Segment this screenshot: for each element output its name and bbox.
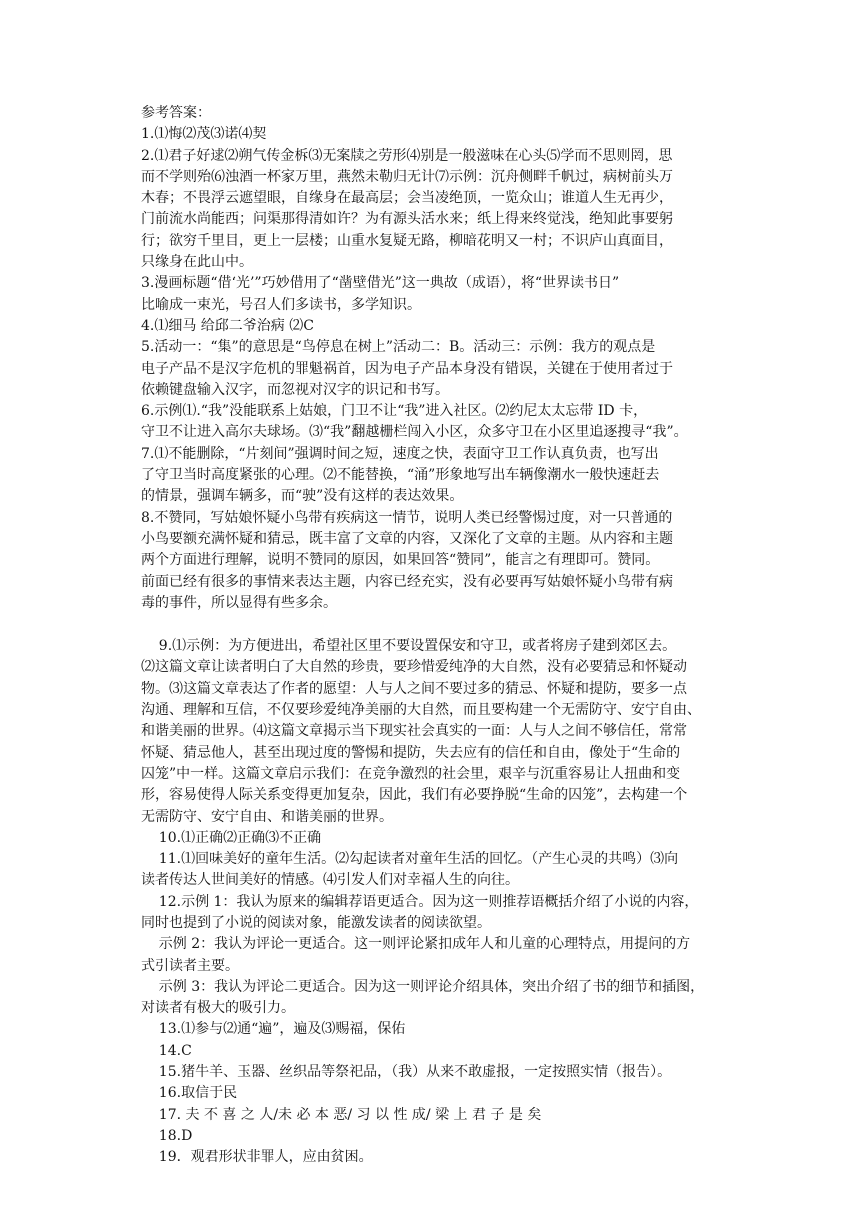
text-line: 比喻成一束光，号召人们多读书，多学知识。 — [141, 296, 421, 313]
text-line: 守卫不让进入高尔夫球场。⑶“我”翻越栅栏闯入小区，众多守卫在小区里追逐搜寻“我”。 — [141, 424, 688, 441]
text-line: 电子产品不是汉字危机的罪魁祸首，因为电子产品本身没有错误，关键在于使用者过于 — [141, 360, 673, 377]
text-line: 示例 3：我认为评论二更适合。因为这一则评论介绍具体，突出介绍了书的细节和插图， — [141, 978, 705, 995]
text-line: 依赖键盘输入汉字，而忽视对汉字的识记和书写。 — [141, 381, 449, 398]
text-line: 无需防守、安宁自由、和谐美丽的世界。 — [141, 808, 393, 825]
text-line: 前面已经有很多的事情来表达主题，内容已经充实，没有必要再写姑娘怀疑小鸟带有病 — [141, 573, 673, 590]
text-line: 行；欲穷千里目，更上一层楼；山重水复疑无路，柳暗花明又一村；不识庐山真面目， — [141, 232, 673, 249]
text-line: 1.⑴悔⑵茂⑶诺⑷契 — [141, 126, 267, 143]
text-line: 14.C — [141, 1042, 192, 1059]
text-line: 怀疑、猜忌他人，甚至出现过度的警惕和提防，失去应有的信任和自由，像处于“生命的 — [141, 744, 681, 761]
text-line: 物。⑶这篇文章表达了作者的愿望：人与人之间不要过多的猜忌、怀疑和提防，要多一点 — [141, 680, 687, 697]
text-line: 形，容易使得人际关系变得更加复杂，因此，我们有必要挣脱“生命的囚笼”，去构建一个 — [141, 787, 688, 804]
text-line: 同时也提到了小说的阅读对象，能激发读者的阅读欲望。 — [141, 914, 491, 931]
text-line: 了守卫当时高度紧张的心理。⑵不能替换，“涌”形象地写出车辆像潮水一般快速赶去 — [141, 467, 660, 484]
text-line: 16.取信于民 — [141, 1085, 238, 1102]
text-line: 15.猪牛羊、玉器、丝织品等祭祀品，（我）从来不敢虚报，一定按照实情（报告）。 — [141, 1064, 672, 1081]
text-line: 19．观君形状非罪人，应由贫困。 — [141, 1149, 373, 1166]
text-line: 只缘身在此山中。 — [141, 254, 253, 271]
text-line: 对读者有极大的吸引力。 — [141, 1000, 295, 1017]
answer-key-heading: 参考答案： — [141, 105, 211, 121]
text-line: 而不学则殆⑹浊酒一杯家万里，燕然未勒归无计⑺示例：沉舟侧畔千帆过，病树前头万 — [141, 168, 673, 185]
text-line: 和谐美丽的世界。⑷这篇文章揭示当下现实社会真实的一面：人与人之间不够信任，常常 — [141, 723, 687, 740]
text-line: 11.⑴回味美好的童年生活。⑵勾起读者对童年生活的回忆。（产生心灵的共鸣）⑶向 — [141, 851, 679, 868]
text-line: 囚笼”中一样。这篇文章启示我们：在竞争激烈的社会里，艰辛与沉重容易让人扭曲和变 — [141, 765, 681, 782]
text-line: 木春；不畏浮云遮望眼，自缘身在最高层；会当凌绝顶，一览众山；谁道人生无再少， — [141, 190, 673, 207]
text-line: 式引读者主要。 — [141, 957, 239, 974]
document-body — [141, 103, 724, 1169]
text-line: 示例 2：我认为评论一更适合。这一则评论紧扣成年人和儿童的心理特点，用提问的方 — [141, 936, 691, 953]
text-line: 读者传达人世间美好的情感。⑷引发人们对幸福人生的向往。 — [141, 872, 519, 889]
text-line: 毒的事件，所以显得有些多余。 — [141, 594, 337, 611]
text-line: 5.活动一：“集”的意思是“鸟停息在树上”活动二：B。活动三：示例：我方的观点是 — [141, 339, 656, 356]
answer-lines — [141, 124, 724, 1168]
text-line: 18.D — [141, 1127, 193, 1144]
text-line: 10.⑴正确⑵正确⑶不正确 — [141, 829, 322, 846]
text-line: 门前流水尚能西；问渠那得清如许？为有源头活水来；纸上得来终觉浅，绝知此事要躬 — [141, 211, 673, 228]
text-line: 2.⑴君子好逑⑵朔气传金柝⑶无案牍之劳形⑷别是一般滋味在心头⑸学而不思则罔，思 — [141, 147, 673, 164]
text-line: 4.⑴细马 给邱二爷治病 ⑵C — [141, 317, 314, 334]
text-line: 两个方面进行理解，说明不赞同的原因，如果回答“赞同”，能言之有理即可。赞同。 — [141, 552, 660, 569]
text-line: 7.⑴不能删除，“片刻间”强调时间之短，速度之快，表面守卫工作认真负责，也写出 — [141, 445, 659, 462]
text-line: 3.漫画标题“借‘光’”巧妙借用了“凿壁借光”这一典故（成语），将“世界读书日” — [141, 275, 620, 292]
text-line: 12.示例 1：我认为原来的编辑荐语更适合。因为这一则推荐语概括介绍了小说的内容， — [141, 893, 699, 910]
text-line: 8.不赞同，写姑娘怀疑小鸟带有疾病这一情节，说明人类已经警惕过度，对一只普通的 — [141, 509, 673, 526]
text-line: 沟通、理解和互信，不仅要珍爱纯净美丽的大自然，而且要构建一个无需防守、安宁自由、 — [141, 702, 701, 719]
text-line: 17. 夫 不 喜 之 人/未 必 本 恶/ 习 以 性 成/ 梁 上 君 子 是 矣 — [141, 1106, 542, 1123]
text-line: 的情景，强调车辆多，而“驶”没有这样的表达效果。 — [141, 488, 464, 505]
text-line: 9.⑴示例：为方便进出，希望社区里不要设置保安和守卫，或者将房子建到郊区去。 — [141, 638, 677, 655]
text-line: ⑵这篇文章让读者明白了大自然的珍贵，要珍惜爱纯净的大自然，没有必要猜忌和怀疑动 — [141, 659, 687, 676]
text-line: 13.⑴参与⑵通“遍”，遍及⑶赐福，保佑 — [141, 1021, 406, 1038]
text-line: 小鸟要额充满怀疑和猜忌，既丰富了文章的内容，又深化了文章的主题。从内容和主题 — [141, 530, 673, 547]
text-line: 6.示例⑴.“我”没能联系上姑娘，门卫不让“我”进入社区。⑵约尼太太忘带 ID 卡， — [141, 403, 648, 420]
paragraph-gap — [141, 614, 724, 636]
